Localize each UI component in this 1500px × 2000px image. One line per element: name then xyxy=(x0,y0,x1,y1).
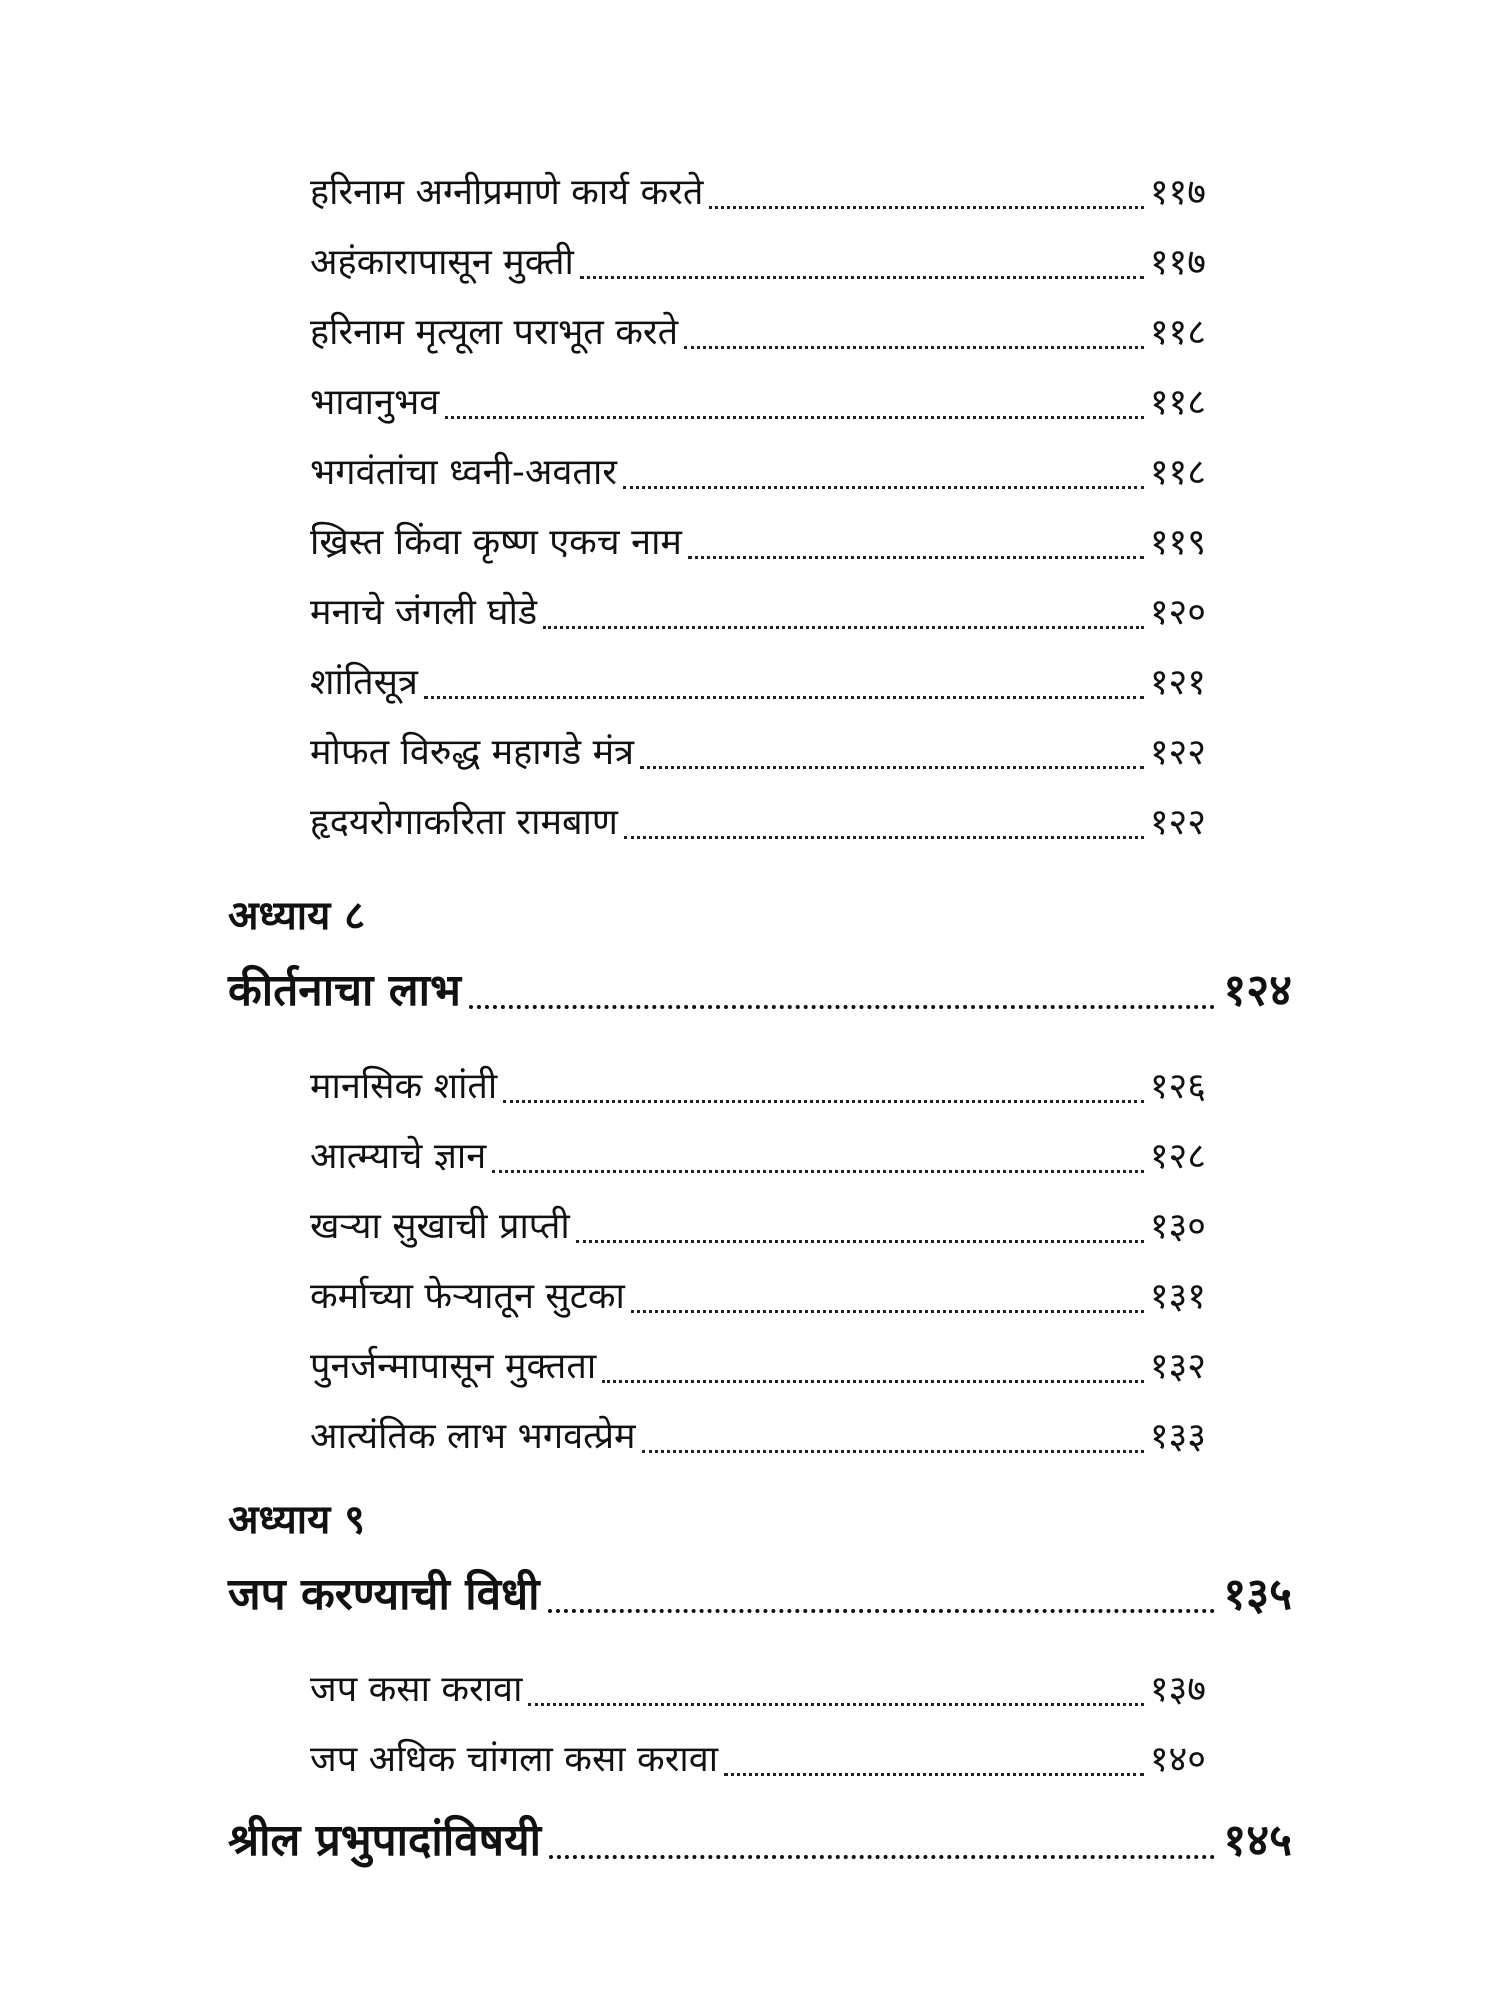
dot-leader xyxy=(640,766,1144,769)
chapter-9-title-entry xyxy=(228,1560,1292,1630)
entry-page: १३२ xyxy=(1149,1346,1206,1387)
toc-entry xyxy=(310,1332,1206,1402)
dot-leader xyxy=(724,1773,1144,1776)
toc-entry xyxy=(310,648,1206,718)
toc-entry xyxy=(310,1655,1206,1725)
entry-label: जप अधिक चांगला कसा करावा xyxy=(310,1739,719,1780)
dot-leader xyxy=(709,206,1143,209)
entry-label: हृदयरोगाकरिता रामबाण xyxy=(310,802,618,843)
dot-leader xyxy=(576,1240,1144,1243)
entry-label: खऱ्या सुखाची प्राप्ती xyxy=(310,1206,570,1247)
about-entry xyxy=(228,1806,1292,1876)
toc-entry xyxy=(310,508,1206,578)
entry-page: १२८ xyxy=(1149,1136,1206,1177)
entry-label: हरिनाम अग्नीप्रमाणे कार्य करते xyxy=(310,172,704,213)
toc-entry xyxy=(310,298,1206,368)
dot-leader xyxy=(503,1100,1144,1103)
toc-entry xyxy=(310,438,1206,508)
toc-entry xyxy=(310,158,1206,228)
entry-page: १३३ xyxy=(1149,1416,1206,1457)
dot-leader xyxy=(631,1310,1144,1313)
entry-page: १३७ xyxy=(1149,1669,1206,1710)
dot-leader xyxy=(548,1609,1216,1613)
about-page: १४५ xyxy=(1223,1815,1292,1866)
toc-entry xyxy=(310,718,1206,788)
entry-page: ११९ xyxy=(1149,522,1206,563)
chapter-8-title: कीर्तनाचा लाभ xyxy=(228,965,461,1016)
toc-entry xyxy=(310,228,1206,298)
chapter-8-page: १२४ xyxy=(1223,965,1292,1016)
entry-page: ११७ xyxy=(1149,172,1206,213)
toc-entry xyxy=(310,1725,1206,1795)
entry-label: आत्म्याचे ज्ञान xyxy=(310,1136,487,1177)
entry-label: ख्रिस्त किंवा कृष्ण एकच नाम xyxy=(310,522,682,563)
entry-page: १४० xyxy=(1149,1739,1206,1780)
dot-leader xyxy=(543,626,1144,629)
entry-page: १२२ xyxy=(1149,732,1206,773)
toc-entry xyxy=(310,1192,1206,1262)
entry-label: जप कसा करावा xyxy=(310,1669,523,1710)
dot-leader xyxy=(623,486,1144,489)
toc-entry xyxy=(310,1402,1206,1472)
about-title: श्रील प्रभुपादांविषयी xyxy=(228,1815,542,1866)
toc-entry xyxy=(310,368,1206,438)
chapter-8-title-entry xyxy=(228,956,1292,1026)
toc-entry xyxy=(310,1122,1206,1192)
dot-leader xyxy=(492,1170,1144,1173)
chapter-9-title: जप करण्याची विधी xyxy=(228,1569,540,1620)
chapter-9-page: १३५ xyxy=(1223,1569,1292,1620)
chapter-8-label: अध्याय ८ xyxy=(228,893,366,939)
entry-page: ११७ xyxy=(1149,242,1206,283)
entry-page: ११८ xyxy=(1149,312,1206,353)
dot-leader xyxy=(602,1380,1144,1383)
entry-page: १२२ xyxy=(1149,802,1206,843)
entry-label: मोफत विरुद्ध महागडे मंत्र xyxy=(310,732,634,773)
entry-label: मानसिक शांती xyxy=(310,1066,498,1107)
chapter-9-label: अध्याय ९ xyxy=(228,1497,366,1543)
entry-label: पुनर्जन्मापासून मुक्तता xyxy=(310,1346,597,1387)
dot-leader xyxy=(580,276,1144,279)
entry-page: १२१ xyxy=(1149,662,1206,703)
entry-page: १२० xyxy=(1149,592,1206,633)
dot-leader xyxy=(445,416,1144,419)
toc-group-chapter-9 xyxy=(310,1655,1206,1795)
dot-leader xyxy=(549,1855,1215,1859)
toc-group-a xyxy=(310,158,1206,858)
dot-leader xyxy=(642,1450,1144,1453)
dot-leader xyxy=(624,836,1144,839)
entry-label: कर्माच्या फेऱ्यातून सुटका xyxy=(310,1276,625,1317)
entry-page: १२६ xyxy=(1149,1066,1206,1107)
entry-label: शांतिसूत्र xyxy=(310,662,418,703)
toc-entry xyxy=(310,788,1206,858)
entry-label: भावानुभव xyxy=(310,382,440,423)
toc-entry xyxy=(310,578,1206,648)
entry-label: मनाचे जंगली घोडे xyxy=(310,592,538,633)
dot-leader xyxy=(469,1005,1215,1009)
entry-label: आत्यंतिक लाभ भगवत्प्रेम xyxy=(310,1416,636,1457)
entry-page: ११८ xyxy=(1149,382,1206,423)
toc-entry xyxy=(310,1262,1206,1332)
entry-page: १३१ xyxy=(1149,1276,1206,1317)
entry-label: अहंकारापासून मुक्ती xyxy=(310,242,574,283)
entry-label: भगवंतांचा ध्वनी-अवतार xyxy=(310,452,617,493)
entry-page: ११८ xyxy=(1149,452,1206,493)
entry-page: १३० xyxy=(1149,1206,1206,1247)
dot-leader xyxy=(528,1703,1143,1706)
toc-entry xyxy=(310,1052,1206,1122)
toc-group-chapter-8 xyxy=(310,1052,1206,1472)
dot-leader xyxy=(684,346,1144,349)
dot-leader xyxy=(424,696,1144,699)
dot-leader xyxy=(688,556,1144,559)
entry-label: हरिनाम मृत्यूला पराभूत करते xyxy=(310,312,679,353)
